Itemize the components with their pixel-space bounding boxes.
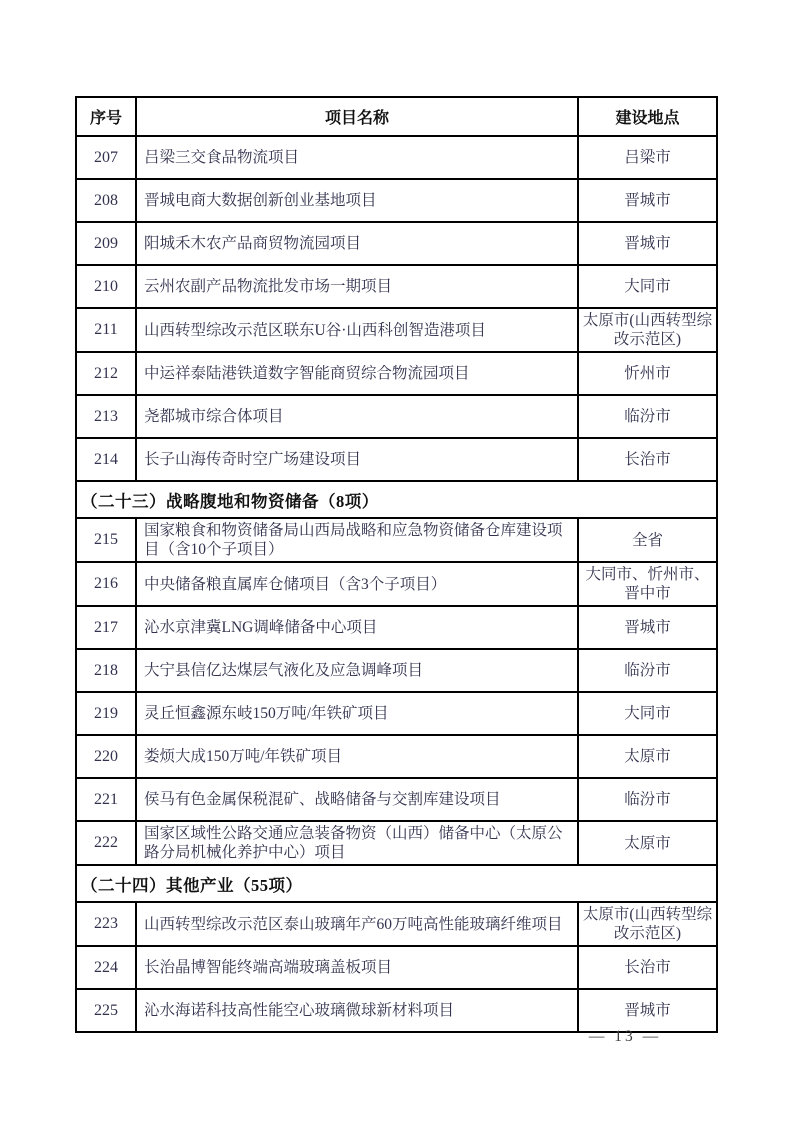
section-title: （二十三）战略腹地和物资储备（8项） — [76, 481, 717, 518]
table-header-row — [76, 97, 717, 136]
table-row — [76, 438, 717, 481]
project-location: 全省 — [578, 518, 717, 562]
project-location: 太原市 — [578, 735, 717, 778]
project-location: 吕梁市 — [578, 136, 717, 179]
table-row — [76, 989, 717, 1032]
project-number: 225 — [76, 989, 136, 1032]
project-name: 侯马有色金属保税混矿、战略储备与交割库建设项目 — [136, 778, 578, 821]
table-row — [76, 179, 717, 222]
project-number: 215 — [76, 518, 136, 562]
project-location: 太原市 — [578, 821, 717, 865]
col-header-project-name: 项目名称 — [136, 97, 578, 136]
project-number: 219 — [76, 692, 136, 735]
project-number: 214 — [76, 438, 136, 481]
project-location: 临汾市 — [578, 395, 717, 438]
table-row — [76, 946, 717, 989]
project-name: 阳城禾木农产品商贸物流园项目 — [136, 222, 578, 265]
section-header-row — [76, 481, 717, 518]
project-name: 大宁县信亿达煤层气液化及应急调峰项目 — [136, 649, 578, 692]
project-name: 国家区域性公路交通应急装备物资（山西）储备中心（太原公路分局机械化养护中心）项目 — [136, 821, 578, 865]
project-location: 晋城市 — [578, 222, 717, 265]
project-location: 忻州市 — [578, 352, 717, 395]
project-name: 灵丘恒鑫源东岐150万吨/年铁矿项目 — [136, 692, 578, 735]
col-header-location: 建设地点 — [578, 97, 717, 136]
project-number: 210 — [76, 265, 136, 308]
project-name: 娄烦大成150万吨/年铁矿项目 — [136, 735, 578, 778]
project-number: 218 — [76, 649, 136, 692]
project-number: 221 — [76, 778, 136, 821]
project-number: 222 — [76, 821, 136, 865]
project-number: 223 — [76, 902, 136, 946]
table-row — [76, 352, 717, 395]
project-name: 沁水京津冀LNG调峰储备中心项目 — [136, 606, 578, 649]
project-location: 临汾市 — [578, 778, 717, 821]
table-row — [76, 821, 717, 865]
table-row — [76, 265, 717, 308]
project-name: 沁水海诺科技高性能空心玻璃微球新材料项目 — [136, 989, 578, 1032]
project-name: 尧都城市综合体项目 — [136, 395, 578, 438]
project-number: 217 — [76, 606, 136, 649]
table-row — [76, 222, 717, 265]
project-name: 长子山海传奇时空广场建设项目 — [136, 438, 578, 481]
project-number: 220 — [76, 735, 136, 778]
project-name: 云州农副产品物流批发市场一期项目 — [136, 265, 578, 308]
table-row — [76, 562, 717, 606]
project-location: 大同市 — [578, 692, 717, 735]
table-row — [76, 778, 717, 821]
section-title: （二十四）其他产业（55项） — [76, 865, 717, 902]
project-name: 吕梁三交食品物流项目 — [136, 136, 578, 179]
table-row — [76, 606, 717, 649]
project-location: 晋城市 — [578, 179, 717, 222]
project-location: 晋城市 — [578, 989, 717, 1032]
col-header-number: 序号 — [76, 97, 136, 136]
project-location: 大同市 — [578, 265, 717, 308]
project-name: 中运祥泰陆港铁道数字智能商贸综合物流园项目 — [136, 352, 578, 395]
table-row — [76, 308, 717, 352]
page-number: — 13 — — [588, 1028, 662, 1045]
project-number: 213 — [76, 395, 136, 438]
project-number: 209 — [76, 222, 136, 265]
project-name: 晋城电商大数据创新创业基地项目 — [136, 179, 578, 222]
table-row — [76, 902, 717, 946]
project-name: 长治晶博智能终端高端玻璃盖板项目 — [136, 946, 578, 989]
table-row — [76, 136, 717, 179]
table-row — [76, 395, 717, 438]
project-location: 长治市 — [578, 946, 717, 989]
project-number: 211 — [76, 308, 136, 352]
project-location: 大同市、忻州市、晋中市 — [578, 562, 717, 606]
table-row — [76, 735, 717, 778]
project-number: 224 — [76, 946, 136, 989]
table-row — [76, 518, 717, 562]
projects-table — [75, 96, 718, 1033]
project-name: 中央储备粮直属库仓储项目（含3个子项目） — [136, 562, 578, 606]
project-location: 太原市(山西转型综改示范区) — [578, 308, 717, 352]
project-location: 临汾市 — [578, 649, 717, 692]
project-number: 208 — [76, 179, 136, 222]
table-row — [76, 692, 717, 735]
project-number: 216 — [76, 562, 136, 606]
table-row — [76, 649, 717, 692]
project-name: 山西转型综改示范区泰山玻璃年产60万吨高性能玻璃纤维项目 — [136, 902, 578, 946]
project-name: 国家粮食和物资储备局山西局战略和应急物资储备仓库建设项目（含10个子项目） — [136, 518, 578, 562]
project-location: 晋城市 — [578, 606, 717, 649]
project-location: 长治市 — [578, 438, 717, 481]
project-number: 212 — [76, 352, 136, 395]
project-location: 太原市(山西转型综改示范区) — [578, 902, 717, 946]
project-name: 山西转型综改示范区联东U谷·山西科创智造港项目 — [136, 308, 578, 352]
project-number: 207 — [76, 136, 136, 179]
section-header-row — [76, 865, 717, 902]
